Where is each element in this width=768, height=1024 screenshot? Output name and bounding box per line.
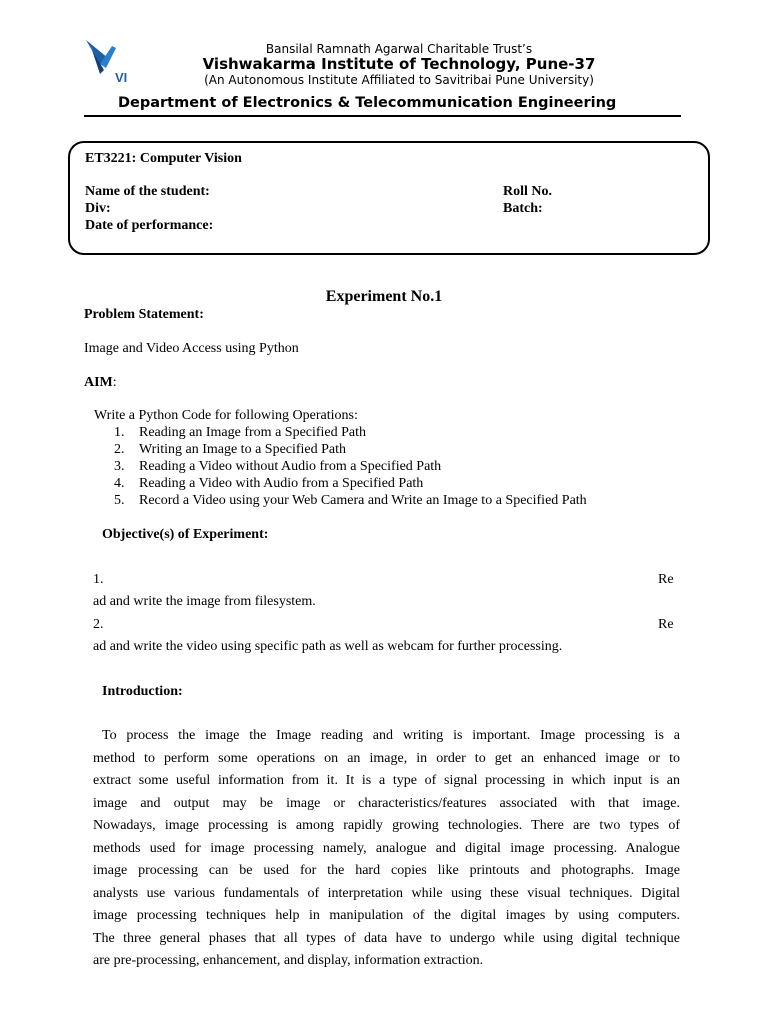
aim-colon: : bbox=[112, 375, 117, 390]
objective-heading: Objective(s) of Experiment: bbox=[102, 527, 269, 542]
intro-line: The three general phases that all types of data have to undergo while using digital technique bbox=[93, 930, 680, 946]
intro-line: Nowadays, image processing is among rapidly growing technologies. There are two types of bbox=[93, 818, 680, 833]
objective-2-text: ad and write the video using specific path as well as webcam for further processing. bbox=[93, 639, 563, 654]
list-item: 1. Reading an Image from a Specified Path bbox=[114, 425, 367, 440]
objective-1-num: 1. bbox=[93, 572, 104, 587]
aim-heading-line bbox=[84, 375, 117, 391]
aim-heading: AIM bbox=[84, 375, 113, 390]
intro-line: image processing can be used for the hard copies like printouts and photographs. Image bbox=[93, 863, 680, 878]
problem-text: Image and Video Access using Python bbox=[84, 341, 299, 356]
department-title: Department of Electronics & Telecommunication Engineering bbox=[118, 95, 617, 111]
aim-intro: Write a Python Code for following Operations: bbox=[94, 408, 358, 423]
div-label: Div: bbox=[85, 201, 111, 216]
intro-line: image and output may be image or characteristics/features associated with that image. bbox=[93, 795, 680, 811]
list-item: 2. Writing an Image to a Specified Path bbox=[114, 442, 347, 457]
experiment-title: Experiment No.1 bbox=[325, 288, 443, 305]
objective-2-num: 2. bbox=[93, 617, 104, 632]
course-code: ET3221: Computer Vision bbox=[85, 151, 242, 166]
problem-heading: Problem Statement: bbox=[84, 307, 204, 322]
list-item: 3. Reading a Video without Audio from a Specified Path bbox=[114, 459, 442, 474]
intro-line: method to perform some operations on an image, in order to get an enhanced image or to bbox=[93, 750, 680, 766]
intro-line: image processing techniques help in manipulation of the digital images by using computers. bbox=[93, 908, 680, 923]
objective-2-tail: Re bbox=[658, 617, 674, 632]
logo-text: VI bbox=[115, 70, 128, 85]
intro-line: are pre-processing, enhancement, and display, information extraction. bbox=[93, 953, 484, 968]
batch-label: Batch: bbox=[503, 201, 543, 216]
operations-list bbox=[114, 425, 587, 510]
list-item: 4. Reading a Video with Audio from a Specified Path bbox=[114, 476, 424, 491]
trust-name: Bansilal Ramnath Agarwal Charitable Trust’s bbox=[265, 42, 533, 56]
name-label: Name of the student: bbox=[85, 184, 210, 199]
objective-1-text: ad and write the image from filesystem. bbox=[93, 594, 316, 609]
objective-1-tail: Re bbox=[658, 572, 674, 587]
header-rule bbox=[84, 115, 681, 117]
list-item: 5. Record a Video using your Web Camera and Write an Image to a Specified Path bbox=[114, 493, 587, 508]
introduction-heading: Introduction: bbox=[102, 684, 183, 699]
affiliation: (An Autonomous Institute Affiliated to Savitribai Pune University) bbox=[204, 73, 594, 87]
intro-line: To process the image the Image reading and writing is important. Image processing is a bbox=[102, 728, 680, 743]
introduction-paragraph bbox=[93, 728, 680, 976]
intro-line: extract some useful information from it. It is a type of signal processing in which input is an bbox=[93, 773, 680, 788]
institute-name: Vishwakarma Institute of Technology, Pune-37 bbox=[202, 55, 596, 73]
intro-line: methods used for image processing namely, analogue and digital image processing. Analogue bbox=[93, 840, 680, 856]
intro-line: analysts use various fundamentals of interpretation while using these visual techniques. Digital bbox=[93, 885, 680, 901]
roll-label: Roll No. bbox=[503, 184, 552, 199]
date-label: Date of performance: bbox=[85, 218, 214, 233]
